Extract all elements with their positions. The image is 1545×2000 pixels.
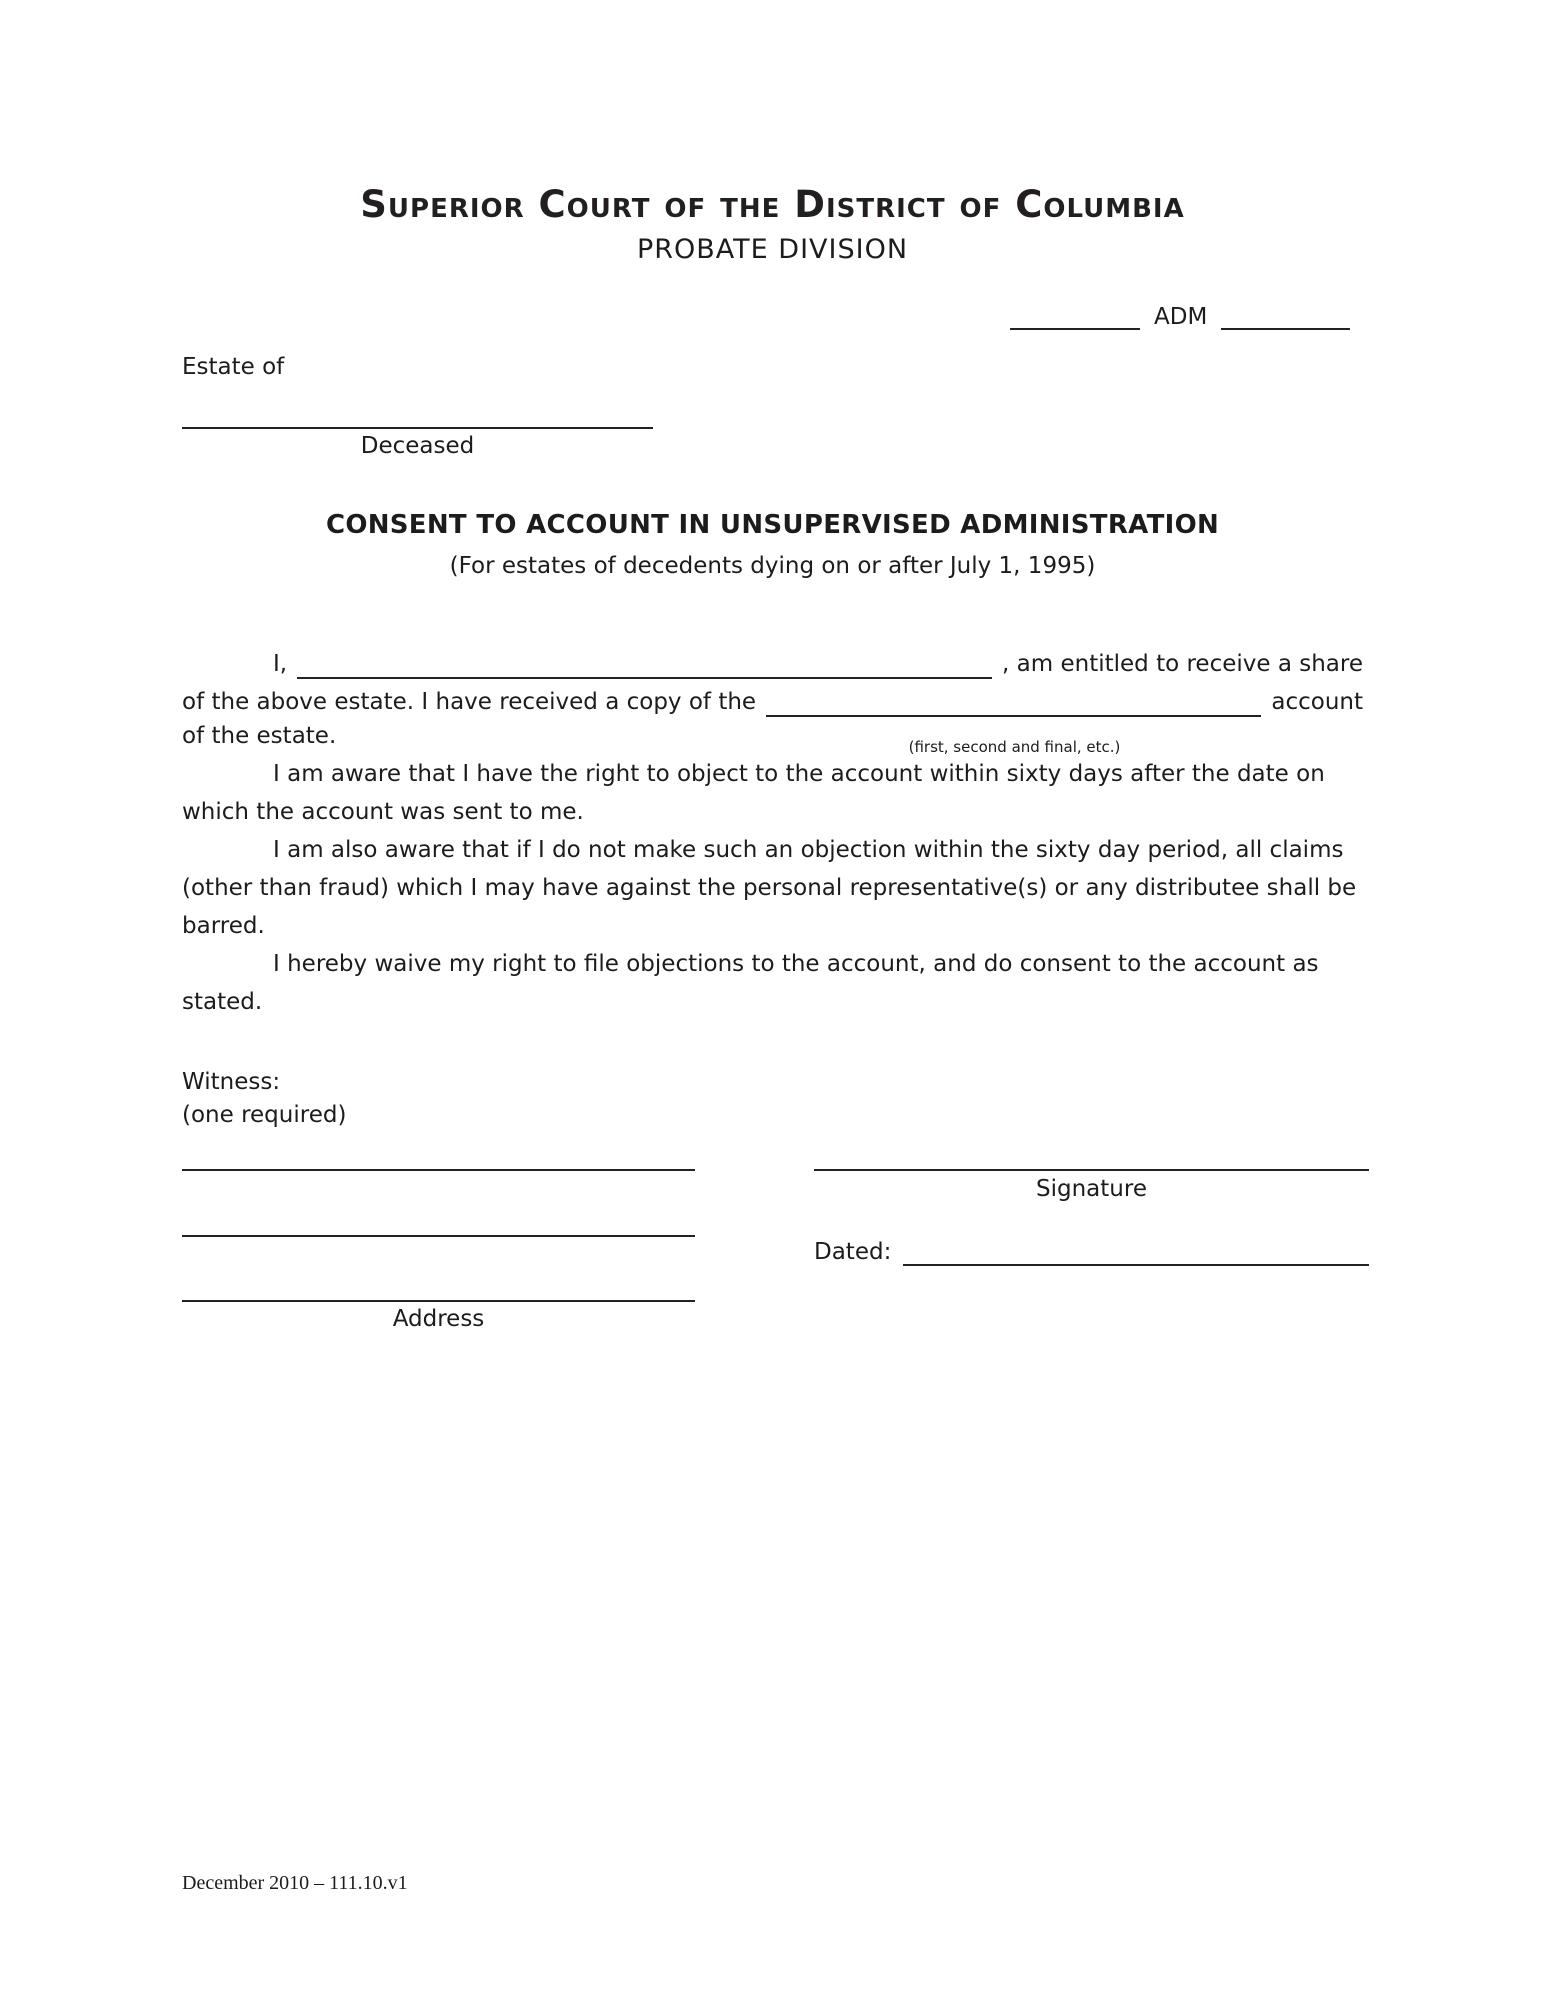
adm-number-field[interactable] (1221, 304, 1350, 330)
case-number-row (1010, 300, 1350, 330)
para4-line1: I hereby waive my right to file objections to the account, and do consent to the account as (273, 951, 1319, 977)
case-number-field[interactable] (1010, 304, 1140, 330)
witness-note: (one required) (182, 1102, 347, 1128)
para2-line1: I am aware that I have the right to object to the account within sixty days after the date on (273, 761, 1325, 787)
witness-block (182, 1066, 346, 1132)
witness-address-field[interactable] (182, 1300, 695, 1302)
form-version-footer: December 2010 – 111.10.v1 (182, 1872, 408, 1894)
form-body (182, 641, 1363, 1021)
consenter-name-field[interactable] (297, 649, 992, 679)
court-title: Superior Court of the District of Columbia (360, 183, 1185, 226)
form-title: CONSENT TO ACCOUNT IN UNSUPERVISED ADMINISTRATION (325, 510, 1220, 540)
division-subtitle: PROBATE DIVISION (636, 234, 909, 265)
account-type-field[interactable] (766, 687, 1261, 717)
para3-line2: (other than fraud) which I may have against the personal representative(s) or any distributee shall be (182, 875, 1357, 901)
adm-label: ADM (1154, 304, 1208, 330)
estate-of-label: Estate of (182, 354, 285, 380)
dated-row (814, 1238, 1369, 1266)
para1-line2-prefix: of the above estate. I have received a copy of the (182, 689, 757, 715)
para1-line2 (182, 679, 1363, 717)
para1-line1-prefix: I, (273, 651, 288, 677)
account-type-hint: (first, second and final, etc.) (908, 738, 1121, 756)
dated-label: Dated: (814, 1239, 892, 1265)
deceased-label: Deceased (360, 433, 475, 459)
witness-line-2-field[interactable] (182, 1235, 695, 1237)
dated-field[interactable] (903, 1238, 1369, 1266)
form-subtitle: (For estates of decedents dying on or after July 1, 1995) (449, 553, 1096, 579)
signature-label: Signature (1036, 1176, 1147, 1202)
witness-label: Witness: (182, 1069, 281, 1095)
para2-line2: which the account was sent to me. (182, 799, 584, 825)
decedent-name-field[interactable] (182, 397, 653, 429)
form-header (0, 183, 1545, 265)
witness-signature-field[interactable] (182, 1169, 695, 1171)
para1-line2-suffix: account (1271, 689, 1363, 715)
para1-line3 (182, 717, 1363, 755)
signature-field[interactable] (814, 1169, 1369, 1171)
address-label: Address (392, 1306, 485, 1332)
para1-line3-text: of the estate. (182, 723, 337, 749)
para3-line3: barred. (182, 913, 265, 939)
para4-line2: stated. (182, 989, 263, 1015)
para1-line1-suffix: , am entitled to receive a share (1002, 651, 1363, 677)
para1-line1 (182, 641, 1363, 679)
para3-line1: I am also aware that if I do not make such an objection within the sixty day period, all claims (273, 837, 1344, 863)
